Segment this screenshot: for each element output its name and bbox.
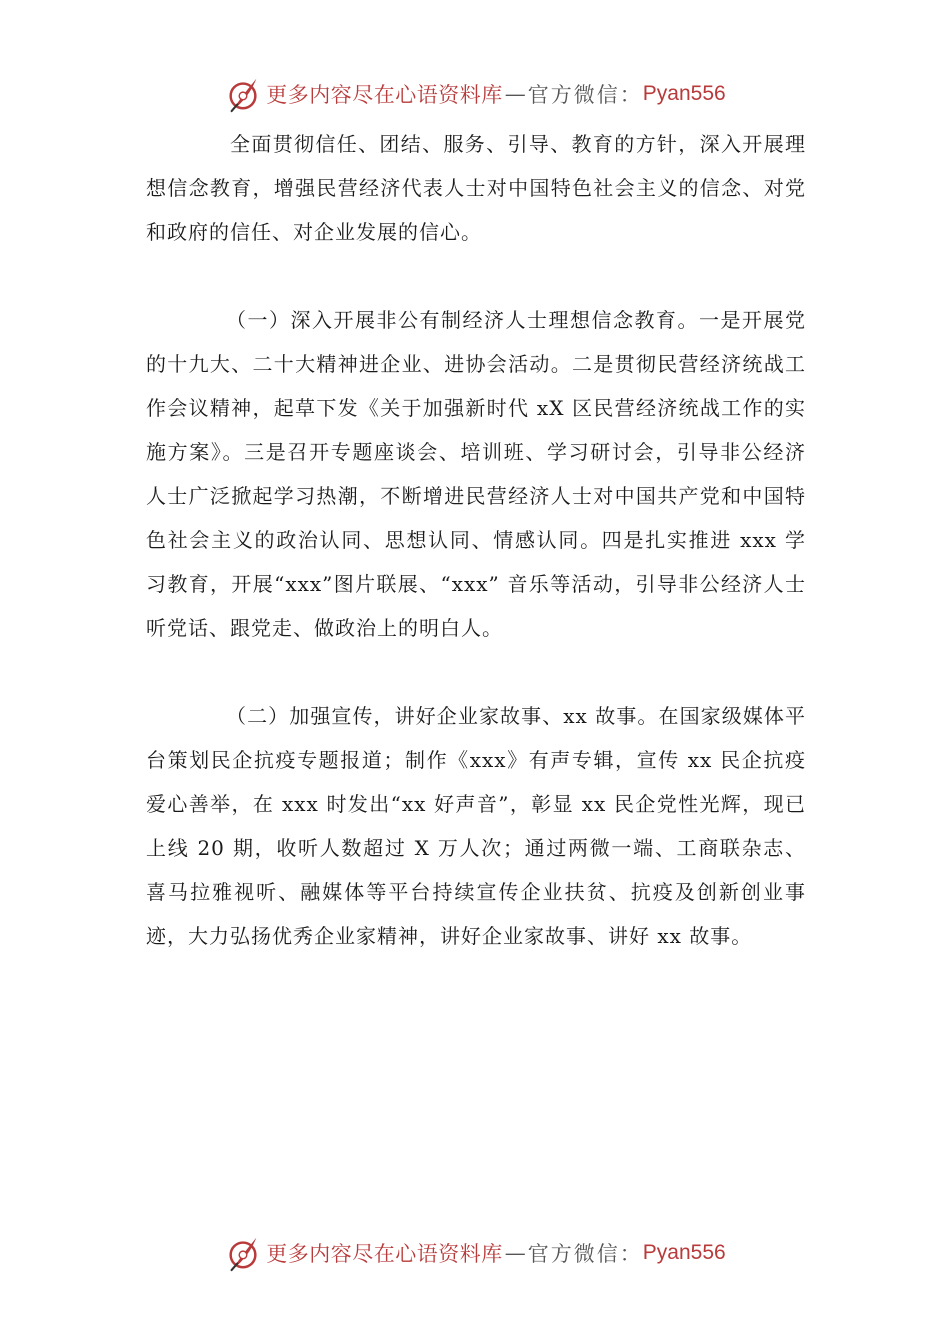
banner-wechat-label: 官方微信： (527, 83, 643, 107)
banner-separator: — (504, 82, 526, 106)
header-banner (0, 74, 950, 114)
banner-wechat-id: Pyan556 (642, 82, 726, 105)
banner-brand: 更多内容尽在心语资料库 (266, 1242, 503, 1266)
banner-separator: — (504, 1241, 526, 1265)
paragraph-gap (146, 254, 806, 298)
paragraph-section-1: （一）深入开展非公有制经济人士理想信念教育。一是开展党的十九大、二十大精神进企业、进协会活动。二是贯彻民营经济统战工作会议精神，起草下发《关于加强新时代 xX 区民营经济统战工作的实施方案》。三是召开专题座谈会、培训班、学习研讨会，引导非公经济人士广泛掀起学习热潮，不断增进民营经济人士对中国共产党和中国特色社会主义的政治认同、思想认同、情感认同。四是扎实推进 xxx 学习教育，开展“xxx”图片联展、“xxx” 音乐等活动，引导非公经济人士听党话、跟党走、做政治上的明白人。 (146, 308, 806, 640)
quill-pen-logo-icon (224, 1234, 262, 1272)
document-body (146, 122, 806, 958)
paragraph-gap (146, 650, 806, 694)
paragraph-section-2: （二）加强宣传，讲好企业家故事、xx 故事。在国家级媒体平台策划民企抗疫专题报道；制作《xxx》有声专辑，宣传 xx 民企抗疫爱心善举，在 xxx 时发出“xx 好声音”，彰显 xx 民企党性光辉，现已上线 20 期，收听人数超过 X 万人次；通过两微一端、工商联杂志、喜马拉雅视听、融媒体等平台持续宣传企业扶贫、抗疫及创新创业事迹，大力弘扬优秀企业家精神，讲好企业家故事、讲好 xx 故事。 (146, 704, 806, 948)
banner-wechat-label: 官方微信： (527, 1242, 643, 1266)
footer-banner (0, 1233, 950, 1273)
banner-brand: 更多内容尽在心语资料库 (266, 83, 503, 107)
paragraph-intro: 全面贯彻信任、团结、服务、引导、教育的方针，深入开展理想信念教育，增强民营经济代表人士对中国特色社会主义的信念、对党和政府的信任、对企业发展的信心。 (146, 132, 806, 244)
quill-pen-logo-icon (224, 75, 262, 113)
banner-wechat-id: Pyan556 (642, 1241, 726, 1264)
